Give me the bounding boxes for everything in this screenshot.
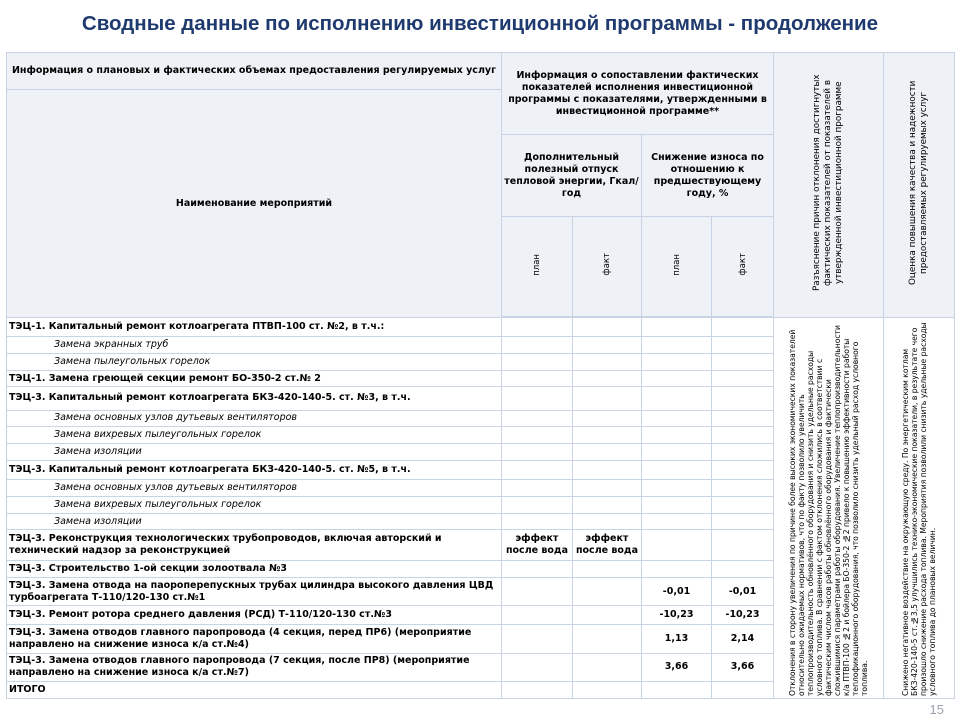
cell-heat-plan xyxy=(502,387,573,410)
cell-heat-plan xyxy=(502,370,573,387)
cell-wear-fact xyxy=(712,353,774,370)
row-name: Замена вихревых пылеугольных горелок xyxy=(7,496,502,513)
reasons-note-cell xyxy=(774,318,884,699)
cell-heat-plan xyxy=(502,444,573,461)
row-name: ТЭЦ-3. Замена отвода на паороперепускных трубах цилиндра высокого давления ЦВД турбоагрегата Т-110/120-130 ст.№1 xyxy=(7,577,502,605)
header-heat: Дополнительный полезный отпуск тепловой энергии, Гкал/год xyxy=(502,135,642,217)
cell-heat-plan xyxy=(502,461,573,480)
cell-heat-fact xyxy=(573,479,642,496)
header-reasons: Разъяснение причин отклонения достигнутых фактических показателей от показателей в утвержденной инвестиционной программе xyxy=(812,74,845,292)
cell-heat-plan xyxy=(502,681,573,698)
cell-wear-fact xyxy=(712,410,774,427)
cell-wear-fact: -10,23 xyxy=(712,606,774,625)
header-heat-plan: план xyxy=(532,253,542,276)
cell-wear-plan xyxy=(642,479,712,496)
cell-wear-fact xyxy=(712,444,774,461)
cell-heat-plan xyxy=(502,496,573,513)
cell-heat-fact xyxy=(573,427,642,444)
row-name: ТЭЦ-3. Ремонт ротора среднего давления (РСД) Т-110/120-130 ст.№3 xyxy=(7,606,502,625)
cell-wear-plan: -0,01 xyxy=(642,577,712,605)
cell-heat-plan xyxy=(502,479,573,496)
cell-wear-plan: 1,13 xyxy=(642,625,712,653)
cell-heat-plan xyxy=(502,577,573,605)
header-reasons-cell xyxy=(774,53,884,318)
row-name: Замена изоляции xyxy=(7,513,502,530)
cell-wear-fact: -0,01 xyxy=(712,577,774,605)
cell-wear-fact xyxy=(712,513,774,530)
row-name: ТЭЦ-3. Строительство 1-ой секции золоотвала №3 xyxy=(7,560,502,577)
cell-wear-fact xyxy=(712,560,774,577)
cell-wear-plan xyxy=(642,370,712,387)
row-name: ТЭЦ-3. Капитальный ремонт котлоагрегата БКЗ-420-140-5. ст. №3, в т.ч. xyxy=(7,387,502,410)
cell-heat-fact xyxy=(573,513,642,530)
cell-heat-plan xyxy=(502,410,573,427)
cell-wear-fact xyxy=(712,387,774,410)
cell-heat-fact xyxy=(573,496,642,513)
cell-heat-fact: эффект после вода xyxy=(573,530,642,561)
reasons-note: Отклонения в сторону увеличения по причине более высоких экономических показателей относительно ожидаемых нормативов, что по факту позволило увеличить теплопроизводительность обновлённого оборудования и снизить удельные расходы условного топлива. В сравнении с фактом отклонения сложились в соответствии с фактическим числом часов работы обновлённого оборудования и фактически сложившимися параметрами работы оборудования. Увеличение теплопроизводительности к/а ПТВП-100 №2 и бойлера БО-350-2 №2 привело к повышению эффективности работы теплофикационного оборудования, что позволило снизить удельный расход условного топлива. xyxy=(788,324,870,696)
cell-heat-plan xyxy=(502,560,573,577)
cell-wear-plan xyxy=(642,336,712,353)
cell-heat-fact xyxy=(573,653,642,681)
cell-heat-fact xyxy=(573,318,642,337)
cell-heat-fact xyxy=(573,461,642,480)
cell-wear-plan xyxy=(642,353,712,370)
cell-wear-fact xyxy=(712,681,774,698)
cell-wear-fact xyxy=(712,496,774,513)
cell-wear-fact xyxy=(712,318,774,337)
row-name: Замена изоляции xyxy=(7,444,502,461)
cell-wear-fact: 2,14 xyxy=(712,625,774,653)
cell-heat-plan xyxy=(502,427,573,444)
row-name: ТЭЦ-3. Замена отводов главного паропровода (4 секция, перед ПР6) (мероприятие направлено на снижение износа к/а ст.№4) xyxy=(7,625,502,653)
cell-heat-fact xyxy=(573,353,642,370)
cell-heat-fact xyxy=(573,681,642,698)
cell-wear-plan xyxy=(642,496,712,513)
row-name: Замена основных узлов дутьевых вентиляторов xyxy=(7,479,502,496)
row-name: Замена пылеугольных горелок xyxy=(7,353,502,370)
cell-heat-plan: эффект после вода xyxy=(502,530,573,561)
row-name: Замена вихревых пылеугольных горелок xyxy=(7,427,502,444)
investment-table xyxy=(6,52,955,699)
cell-heat-fact xyxy=(573,560,642,577)
cell-wear-plan xyxy=(642,681,712,698)
cell-wear-plan: 3,66 xyxy=(642,653,712,681)
cell-wear-fact xyxy=(712,336,774,353)
cell-heat-plan xyxy=(502,625,573,653)
header-assessment: Оценка повышения качества и надежности предоставляемых регулируемых услуг xyxy=(908,80,930,286)
cell-heat-plan xyxy=(502,318,573,337)
assessment-note-cell xyxy=(884,318,955,699)
header-heat-fact: факт xyxy=(602,253,612,276)
cell-heat-plan xyxy=(502,513,573,530)
row-name: ТЭЦ-3. Замена отводов главного паропровода (7 секция, после ПР8) (мероприятие направлено на снижение износа к/а ст.№7) xyxy=(7,653,502,681)
cell-wear-plan xyxy=(642,410,712,427)
cell-wear-fact xyxy=(712,427,774,444)
row-name: ТЭЦ-3. Реконструкция технологических трубопроводов, включая авторский и технический надзор за реконструкцией xyxy=(7,530,502,561)
cell-wear-plan xyxy=(642,427,712,444)
cell-wear-plan xyxy=(642,513,712,530)
cell-heat-fact xyxy=(573,606,642,625)
header-name: Наименование мероприятий xyxy=(7,90,502,318)
header-assessment-cell xyxy=(884,53,955,318)
cell-wear-fact xyxy=(712,479,774,496)
cell-heat-fact xyxy=(573,444,642,461)
cell-wear-plan xyxy=(642,318,712,337)
row-name: ИТОГО xyxy=(7,681,502,698)
page-number: 15 xyxy=(929,702,944,717)
cell-wear-plan xyxy=(642,530,712,561)
header-wear-plan: план xyxy=(671,253,682,276)
header-wear-fact: факт xyxy=(737,253,748,276)
row-name: Замена основных узлов дутьевых вентиляторов xyxy=(7,410,502,427)
cell-heat-plan xyxy=(502,606,573,625)
cell-heat-plan xyxy=(502,336,573,353)
page-title: Сводные данные по исполнению инвестиционной программы - продолжение xyxy=(81,12,879,35)
row-name: ТЭЦ-3. Капитальный ремонт котлоагрегата БКЗ-420-140-5. ст. №5, в т.ч. xyxy=(7,461,502,480)
cell-wear-fact xyxy=(712,461,774,480)
cell-heat-plan xyxy=(502,353,573,370)
cell-heat-fact xyxy=(573,370,642,387)
header-planned-actual: Информация о плановых и фактических объемах предоставления регулируемых услуг xyxy=(7,53,502,90)
cell-wear-plan xyxy=(642,444,712,461)
cell-wear-fact xyxy=(712,530,774,561)
cell-heat-fact xyxy=(573,336,642,353)
table-row xyxy=(7,318,955,337)
header-wear: Снижение износа по отношению к предшествующему году, % xyxy=(642,135,774,217)
cell-heat-fact xyxy=(573,387,642,410)
cell-wear-plan xyxy=(642,387,712,410)
row-name: Замена экранных труб xyxy=(7,336,502,353)
header-comparison: Информация о сопоставлении фактических показателей исполнения инвестиционной программы с показателями, утвержденными в инвестиционной программе** xyxy=(502,53,774,135)
cell-wear-fact xyxy=(712,370,774,387)
assessment-note: Снижено негативное воздействие на окружающую среду. По энергетическим котлам БКЗ-420-140-5 ст.№3,5 улучшились технико-экономические показатели, в результате чего произошло снижение расхода топлива. Мероприятия позволили снизить удельные расходы условного топлива до плановых величин. xyxy=(901,321,938,696)
row-name: ТЭЦ-1. Замена греющей секции ремонт БО-350-2 ст.№ 2 xyxy=(7,370,502,387)
cell-wear-plan xyxy=(642,560,712,577)
cell-heat-fact xyxy=(573,410,642,427)
row-name: ТЭЦ-1. Капитальный ремонт котлоагрегата ПТВП-100 ст. №2, в т.ч.: xyxy=(7,318,502,337)
cell-heat-plan xyxy=(502,653,573,681)
cell-wear-plan xyxy=(642,461,712,480)
cell-heat-fact xyxy=(573,625,642,653)
cell-wear-plan: -10,23 xyxy=(642,606,712,625)
cell-heat-fact xyxy=(573,577,642,605)
cell-wear-fact: 3,66 xyxy=(712,653,774,681)
